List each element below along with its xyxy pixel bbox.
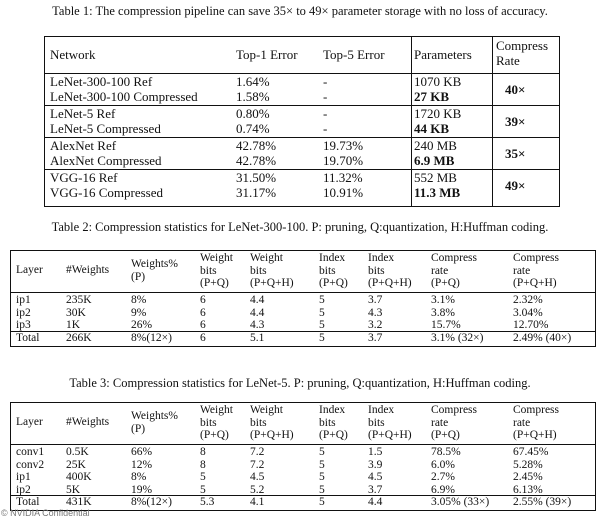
total-cell: 3.1% (32×) (431, 332, 484, 344)
header-cell: Weights% (131, 410, 178, 422)
header-rule (10, 444, 596, 445)
header-cell: bits (319, 416, 336, 429)
table-cell: 3.04% (513, 306, 543, 319)
table-cell: 25K (66, 458, 86, 471)
total-cell: 266K (66, 332, 92, 344)
header-cell: (P+Q) (319, 429, 348, 441)
table-cell: 8% (131, 471, 147, 483)
header-network: Network (50, 47, 96, 62)
header-cell: (P+Q+H) (250, 277, 294, 289)
params-left-border (411, 36, 412, 207)
bottom-rule (10, 346, 596, 347)
bottom-rule (44, 206, 560, 207)
network-name: AlexNet Compressed (50, 153, 162, 168)
top1-error: 0.80% (236, 106, 270, 121)
table-cell: 4.4 (250, 294, 265, 306)
header-top1: Top-1 Error (236, 47, 298, 62)
table-cell: 12.70% (513, 319, 549, 331)
total-cell: 8%(12×) (131, 332, 172, 344)
table-cell: 1.5 (368, 446, 383, 458)
table-cell: ip1 (16, 294, 31, 306)
header-cell: bits (368, 416, 385, 429)
parameters: 11.3 MB (414, 185, 461, 200)
table-cell: 3.7 (368, 483, 383, 496)
table-cell: 3.1% (431, 294, 455, 306)
table-cell: 3.2 (368, 319, 383, 331)
table-cell: 5.28% (513, 458, 543, 471)
header-cell: Index (319, 252, 346, 264)
top5-error: 11.32% (323, 170, 363, 185)
header-cell: Compress (431, 404, 477, 416)
total-cell: 5.3 (200, 496, 215, 508)
table2-caption: Table 2: Compression statistics for LeNet-300-100. P: pruning, Q:quantization, H:Huffman coding. (51, 220, 549, 234)
total-cell: 2.49% (40×) (513, 332, 572, 344)
left-border (10, 402, 11, 511)
header-cell: (P+Q) (431, 277, 460, 289)
bottom-rule (10, 510, 596, 511)
top1-error: 42.78% (236, 153, 277, 168)
header-cell: Index (319, 404, 346, 416)
total-cell: 5 (319, 332, 325, 344)
group-rule-3 (44, 169, 560, 170)
header-cell: bits (250, 264, 267, 277)
table-cell: 6 (200, 306, 206, 319)
table-cell: 9% (131, 306, 147, 319)
total-cell: 5.1 (250, 332, 265, 344)
header-cell: bits (200, 416, 217, 429)
table-cell: 12% (131, 458, 153, 471)
header-cell: (P+Q) (200, 277, 229, 289)
header-cell: Index (368, 252, 395, 264)
header-compress: Compress (496, 38, 548, 53)
header-cell: Compress (431, 252, 477, 264)
header-cell: (P+Q+H) (368, 429, 412, 441)
table-cell: 8 (200, 446, 206, 458)
compress-rate: 35× (505, 146, 526, 161)
compress-rate: 40× (505, 82, 526, 97)
table-cell: 8% (131, 294, 147, 306)
table-cell: 7.2 (250, 458, 265, 471)
table3 (10, 402, 596, 524)
table-cell: 5 (200, 483, 206, 496)
table-cell: 5 (319, 446, 325, 458)
total-cell: 2.55% (39×) (513, 496, 572, 508)
header-cell: Layer (16, 416, 43, 428)
header-cell: bits (368, 264, 385, 277)
top-rule (10, 250, 596, 251)
table-cell: 4.5 (250, 471, 265, 483)
total-rule (10, 495, 596, 496)
table-cell: ip1 (16, 471, 31, 483)
table1-caption: Table 1: The compression pipeline can save 35× to 49× parameter storage with no loss of accuracy. (52, 4, 548, 18)
header-cell: Weight (250, 252, 283, 264)
table-cell: 3.7 (368, 294, 383, 306)
top5-error: - (323, 74, 328, 89)
table-cell: 5K (66, 483, 81, 496)
header-cell: Compress (513, 252, 559, 264)
table-cell: 2.7% (431, 471, 455, 483)
header-cell: bits (319, 264, 336, 277)
total-cell: 3.05% (33×) (431, 496, 490, 508)
table-cell: 1K (66, 319, 81, 331)
top1-error: 1.64% (236, 74, 270, 89)
table-cell: 400K (66, 471, 92, 483)
top1-error: 31.50% (236, 170, 277, 185)
header-cell: Weight (200, 252, 233, 264)
header-cell: #Weights (66, 264, 110, 276)
parameters: 27 KB (414, 89, 450, 104)
total-cell: 8%(12×) (131, 496, 172, 508)
compress-rate: 39× (505, 114, 526, 129)
table3-caption: Table 3: Compression statistics for LeNet-5. P: pruning, Q:quantization, H:Huffman coding. (69, 376, 531, 390)
table-cell: ip3 (16, 319, 31, 331)
table-cell: 67.45% (513, 446, 549, 458)
top5-error: - (323, 121, 328, 136)
table-cell: 26% (131, 319, 153, 331)
top1-error: 1.58% (236, 89, 270, 104)
total-cell: 4.1 (250, 496, 265, 508)
header-cell: (P+Q+H) (250, 429, 294, 441)
table-cell: conv1 (16, 446, 45, 458)
table-cell: 4.3 (368, 306, 383, 319)
table-cell: 5 (319, 306, 325, 319)
network-name: LeNet-300-100 Compressed (50, 89, 198, 104)
header-cell: (P+Q) (319, 277, 348, 289)
network-name: VGG-16 Ref (50, 170, 118, 185)
table-cell: 6.9% (431, 483, 455, 496)
header-cell: (P+Q) (200, 429, 229, 441)
header-cell: (P+Q+H) (513, 429, 557, 441)
top-rule (44, 36, 560, 37)
top-rule (10, 402, 596, 403)
header-cell: Layer (16, 264, 43, 276)
table-cell: ip2 (16, 306, 31, 319)
table-cell: 235K (66, 294, 92, 306)
top5-error: 19.73% (323, 138, 364, 153)
parameters: 552 MB (414, 170, 457, 185)
table-cell: 6.0% (431, 458, 455, 471)
parameters: 1070 KB (414, 74, 462, 89)
top5-error: - (323, 89, 328, 104)
left-border (10, 250, 11, 347)
parameters: 44 KB (414, 121, 450, 136)
table1 (44, 36, 560, 207)
table-cell: 15.7% (431, 319, 461, 331)
group-rule-1 (44, 105, 560, 106)
right-border (595, 250, 596, 347)
table-cell: 19% (131, 483, 153, 496)
table-cell: 5.2 (250, 483, 265, 496)
table-cell: 2.45% (513, 471, 543, 483)
table-cell: 7.2 (250, 446, 265, 458)
table-cell: 3.8% (431, 306, 455, 319)
table-cell: 5 (319, 294, 325, 306)
table2 (10, 250, 596, 360)
table-cell: 4.5 (368, 471, 383, 483)
header-rate: Rate (496, 53, 520, 68)
parameters: 240 MB (414, 138, 457, 153)
table-cell: 6.13% (513, 483, 543, 496)
header-cell: bits (200, 264, 217, 277)
header-cell: (P+Q) (431, 429, 460, 441)
top1-error: 31.17% (236, 185, 277, 200)
header-cell: rate (513, 264, 531, 277)
header-cell: bits (250, 416, 267, 429)
total-cell: 6 (200, 332, 206, 344)
top5-error: - (323, 106, 328, 121)
parameters: 1720 KB (414, 106, 462, 121)
table-cell: 66% (131, 446, 153, 458)
header-rule (10, 292, 596, 293)
left-border (44, 36, 45, 207)
network-name: VGG-16 Compressed (50, 185, 164, 200)
table-cell: 0.5K (66, 446, 89, 458)
header-cell: (P) (131, 270, 146, 283)
table-cell: conv2 (16, 458, 45, 471)
table-cell: 5 (319, 483, 325, 496)
rate-left-border (492, 36, 493, 207)
total-cell: 5 (319, 496, 325, 508)
header-top5: Top-5 Error (323, 47, 385, 62)
table-cell: 3.9 (368, 458, 383, 471)
right-border (595, 402, 596, 511)
table-cell: 5 (319, 458, 325, 471)
table-cell: 30K (66, 306, 86, 319)
network-name: LeNet-5 Compressed (50, 121, 161, 136)
table-cell: 6 (200, 319, 206, 331)
total-cell: 4.4 (368, 496, 383, 508)
table-cell: 78.5% (431, 446, 461, 458)
network-name: LeNet-300-100 Ref (50, 74, 153, 89)
table-cell: 8 (200, 458, 206, 471)
network-name: LeNet-5 Ref (50, 106, 116, 121)
watermark: © NVIDIA Confidential (1, 508, 90, 518)
top1-error: 0.74% (236, 121, 270, 136)
network-name: AlexNet Ref (50, 138, 117, 153)
header-cell: Weights% (131, 258, 178, 270)
compress-rate: 49× (505, 178, 526, 193)
top1-error: 42.78% (236, 138, 277, 153)
table-cell: 6 (200, 294, 206, 306)
table-cell: 2.32% (513, 294, 543, 306)
header-cell: Compress (513, 404, 559, 416)
table-cell: 5 (319, 319, 325, 331)
top5-error: 10.91% (323, 185, 364, 200)
parameters: 6.9 MB (414, 153, 455, 168)
table-cell: 4.3 (250, 319, 265, 331)
header-cell: (P) (131, 422, 146, 435)
top5-error: 19.70% (323, 153, 364, 168)
header-cell: (P+Q+H) (368, 277, 412, 289)
total-cell: Total (16, 496, 40, 508)
header-cell: rate (431, 264, 449, 277)
table-cell: 5 (200, 471, 206, 483)
table-cell: 5 (319, 471, 325, 483)
total-rule (10, 331, 596, 332)
total-cell: 3.7 (368, 332, 383, 344)
group-rule-2 (44, 137, 560, 138)
header-cell: #Weights (66, 416, 110, 428)
header-cell: Weight (250, 404, 283, 416)
total-cell: 431K (66, 496, 92, 508)
total-cell: Total (16, 332, 40, 344)
table-cell: 4.4 (250, 306, 265, 319)
right-border (559, 36, 560, 207)
header-cell: Index (368, 404, 395, 416)
header-cell: rate (431, 416, 449, 429)
header-cell: rate (513, 416, 531, 429)
header-cell: Weight (200, 404, 233, 416)
header-params: Parameters (414, 47, 472, 62)
header-cell: (P+Q+H) (513, 277, 557, 289)
table-cell: ip2 (16, 483, 31, 496)
